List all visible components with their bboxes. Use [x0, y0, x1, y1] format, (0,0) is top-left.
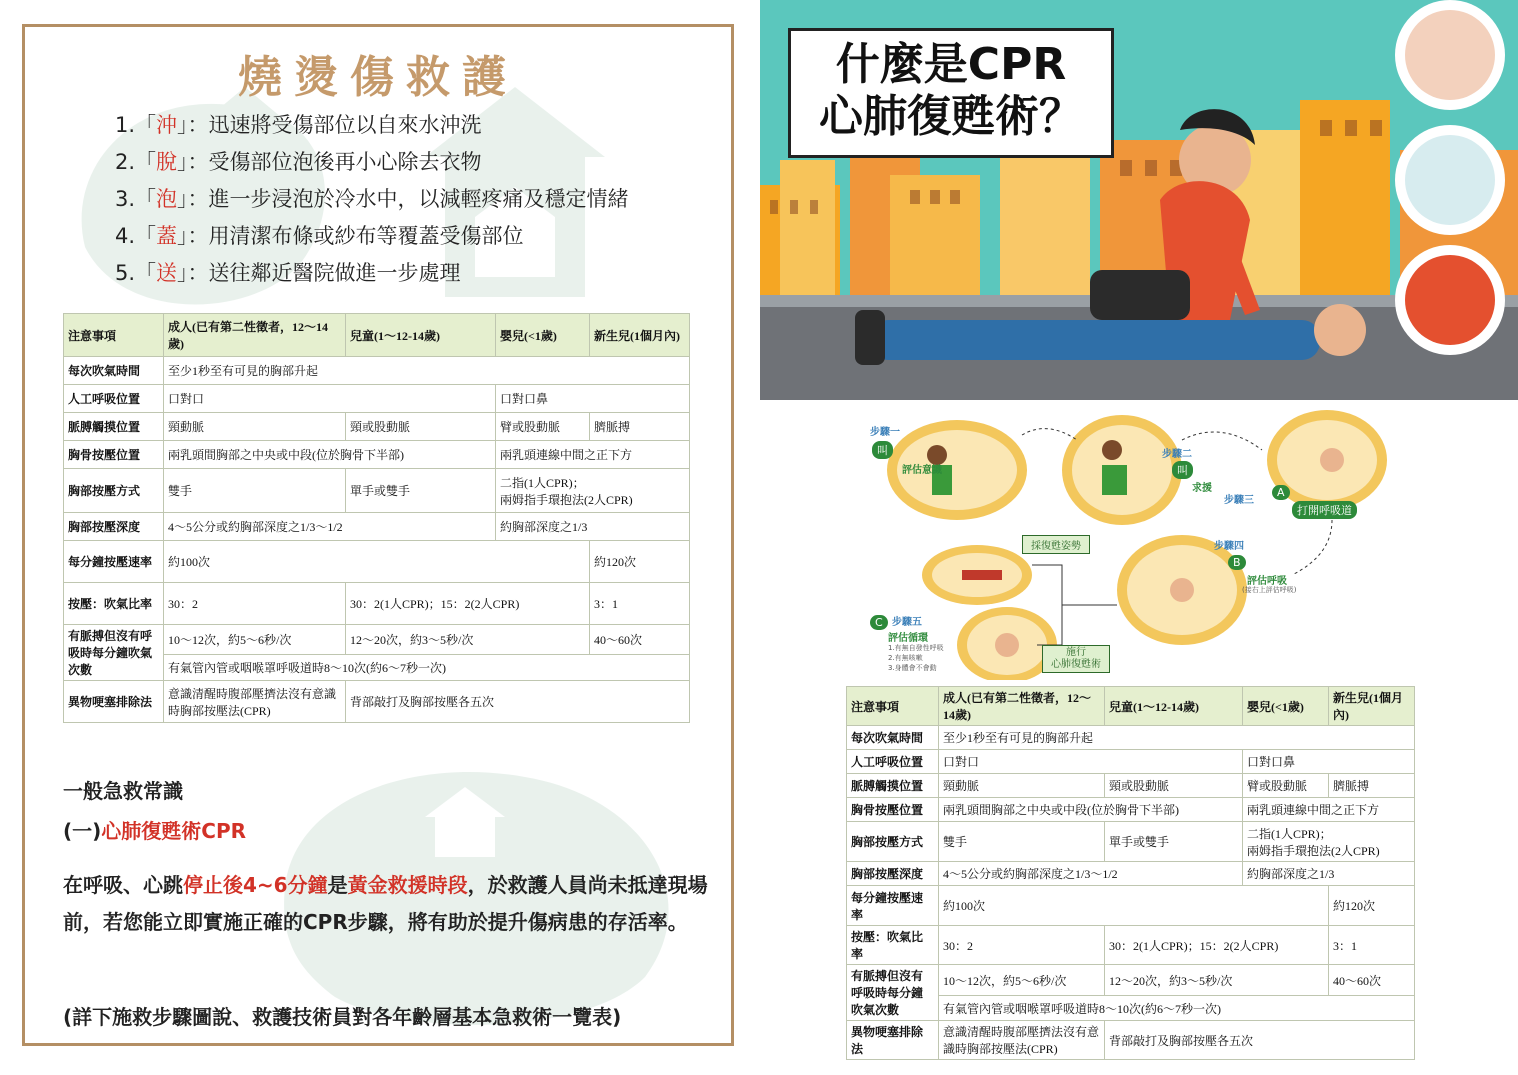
- step3-desc: 打開呼吸道: [1292, 501, 1357, 519]
- table-row: 每分鐘按壓速率 約100次 約120次: [64, 541, 690, 583]
- table-header: 注意事項: [64, 314, 164, 357]
- table-header: 兒童(1～12-14歲): [346, 314, 496, 357]
- step5-badge: C: [870, 615, 888, 630]
- reference-note: (詳下施救步驟圖說、救護技術員對各年齡層基本急救術一覽表): [63, 1005, 622, 1029]
- step4-desc: 評估呼吸: [1247, 576, 1287, 587]
- cpr-age-table-copy: [846, 686, 1415, 1060]
- step5-note: 1.有無自發性呼吸: [888, 644, 944, 652]
- list-item: 2.「脫」：受傷部位泡後再小心除去衣物: [115, 150, 482, 174]
- banner-title-line2: 心肺復甦術？: [819, 91, 1083, 142]
- perform-cpr-label: 施行 心肺復甦術: [1042, 645, 1110, 673]
- step4-badge: B: [1228, 555, 1246, 570]
- table-row: [847, 687, 1415, 726]
- table-row: 有脈搏但沒有呼吸時每分鐘吹氣次數 10～12次，約5～6秒/次 12～20次，約3～5秒/次 40～60次: [64, 625, 690, 655]
- table-header: 兒童(1～12-14歲): [1105, 687, 1243, 726]
- step5-desc: 評估循環: [888, 633, 928, 644]
- recovery-position-label: 採復甦姿勢: [1022, 535, 1090, 554]
- table-row: 胸部按壓深度 4～5公分或約胸部深度之1/3～1/2 約胸部深度之1/3: [64, 513, 690, 541]
- burn-keyword: 送: [156, 261, 178, 285]
- table-row: 胸骨按壓位置 兩乳頭間胸部之中央或中段(位於胸骨下半部) 兩乳頭連線中間之正下方: [64, 441, 690, 469]
- table-header: 成人(已有第二性徵者，12～14歲): [164, 314, 346, 357]
- burn-steps-list: [115, 107, 629, 292]
- step2-badge: 叫: [1172, 461, 1193, 479]
- table-row: 有脈搏但沒有呼吸時每分鐘吹氣次數 10～12次，約5～6秒/次 12～20次，約3～5秒/次 40～60次: [847, 965, 1415, 996]
- table-header: 成人(已有第二性徵者，12～14歲): [939, 687, 1105, 726]
- table-row: 有氣管內管或咽喉罩呼吸道時8～10次(約6～7秒一次): [847, 996, 1415, 1021]
- step5-label: 步驟五: [892, 617, 922, 628]
- table-row: 每次吹氣時間 至少1秒至有可見的胸部升起: [64, 357, 690, 385]
- step1-badge: 叫: [872, 441, 893, 459]
- list-item: 1.「沖」：迅速將受傷部位以自來水沖洗: [115, 113, 482, 137]
- table-row: [64, 314, 690, 357]
- step3-badge: A: [1272, 485, 1290, 500]
- table-header: 新生兒(1個月內): [1329, 687, 1415, 726]
- cpr-banner: [760, 0, 1518, 400]
- table-header: 新生兒(1個月內): [590, 314, 690, 357]
- burn-keyword: 沖: [156, 113, 178, 137]
- table-row: 每次吹氣時間 至少1秒至有可見的胸部升起: [847, 726, 1415, 750]
- table-row: 人工呼吸位置 口對口 口對口鼻: [847, 750, 1415, 774]
- burn-care-panel: [22, 24, 734, 1046]
- step2-desc: 求援: [1192, 483, 1212, 494]
- table-row: 胸部按壓深度 4～5公分或約胸部深度之1/3～1/2 約胸部深度之1/3: [847, 862, 1415, 886]
- step3-label: 步驟三: [1224, 495, 1254, 506]
- step5-note: 3.身體會不會動: [888, 664, 937, 672]
- step4-note: (接右上評估呼吸): [1242, 586, 1297, 594]
- step4-label: 步驟四: [1214, 541, 1244, 552]
- table-row: 胸部按壓方式 雙手 單手或雙手 二指(1人CPR)； 兩姆指手環抱法(2人CPR): [64, 469, 690, 513]
- step1-label: 步驟一: [870, 427, 900, 438]
- table-row: 脈膊觸摸位置 頸動脈 頸或股動脈 臂或股動脈 臍脈搏: [847, 774, 1415, 798]
- table-row: 異物哽塞排除法 意識清醒時腹部壓擠法沒有意識時胸部按壓法(CPR) 背部敲打及胸部按壓各五次: [847, 1021, 1415, 1060]
- table-row: 人工呼吸位置 口對口 口對口鼻: [64, 385, 690, 413]
- step2-label: 步驟二: [1162, 449, 1192, 460]
- table-row: 異物哽塞排除法 意識清醒時腹部壓擠法沒有意識時胸部按壓法(CPR) 背部敲打及胸部按壓各五次: [64, 681, 690, 723]
- banner-title-box: [788, 28, 1114, 158]
- cpr-age-table: [63, 313, 690, 723]
- cpr-subheading: (一)心肺復甦術CPR: [63, 819, 247, 843]
- table-row: 胸骨按壓位置 兩乳頭間胸部之中央或中段(位於胸骨下半部) 兩乳頭連線中間之正下方: [847, 798, 1415, 822]
- burn-keyword: 蓋: [156, 224, 178, 248]
- list-item: 5.「送」：送往鄰近醫院做進一步處理: [115, 261, 461, 285]
- list-item: 3.「泡」：進一步浸泡於冷水中，以減輕疼痛及穩定情緒: [115, 187, 629, 211]
- burn-keyword: 脫: [156, 150, 178, 174]
- burn-care-title: 燒燙傷救護: [238, 52, 518, 103]
- table-row: 每分鐘按壓速率 約100次 約120次: [847, 886, 1415, 926]
- table-row: 按壓：吹氣比率 30：2 30：2(1人CPR)；15：2(2人CPR) 3：1: [64, 583, 690, 625]
- table-row: 有氣管內管或咽喉罩呼吸道時8～10次(約6～7秒一次): [64, 655, 690, 681]
- table-header: 嬰兒(<1歲): [1243, 687, 1329, 726]
- step5-note: 2.有無咳嗽: [888, 654, 923, 662]
- burn-keyword: 泡: [156, 187, 178, 211]
- list-item: 4.「蓋」：用清潔布條或紗布等覆蓋受傷部位: [115, 224, 524, 248]
- table-header: 嬰兒(<1歲): [496, 314, 590, 357]
- cpr-steps-diagram: [862, 405, 1422, 680]
- table-row: 按壓：吹氣比率 30：2 30：2(1人CPR)；15：2(2人CPR) 3：1: [847, 926, 1415, 965]
- table-header: 注意事項: [847, 687, 939, 726]
- first-aid-heading: 一般急救常識: [63, 779, 183, 803]
- table-row: 脈膊觸摸位置 頸動脈 頸或股動脈 臂或股動脈 臍脈搏: [64, 413, 690, 441]
- table-row: 胸部按壓方式 雙手 單手或雙手 二指(1人CPR)； 兩姆指手環抱法(2人CPR): [847, 822, 1415, 862]
- step1-desc: 評估意識: [902, 465, 942, 476]
- cpr-intro-paragraph: 在呼吸、心跳停止後4~6分鐘是黃金救援時段，於救護人員尚未抵達現場前，若您能立即實施正確的CPR步驟，將有助於提升傷病患的存活率。: [63, 873, 708, 934]
- banner-title-line1: 什麼是CPR: [835, 39, 1067, 90]
- cpr-steps-illustration: [862, 405, 1422, 680]
